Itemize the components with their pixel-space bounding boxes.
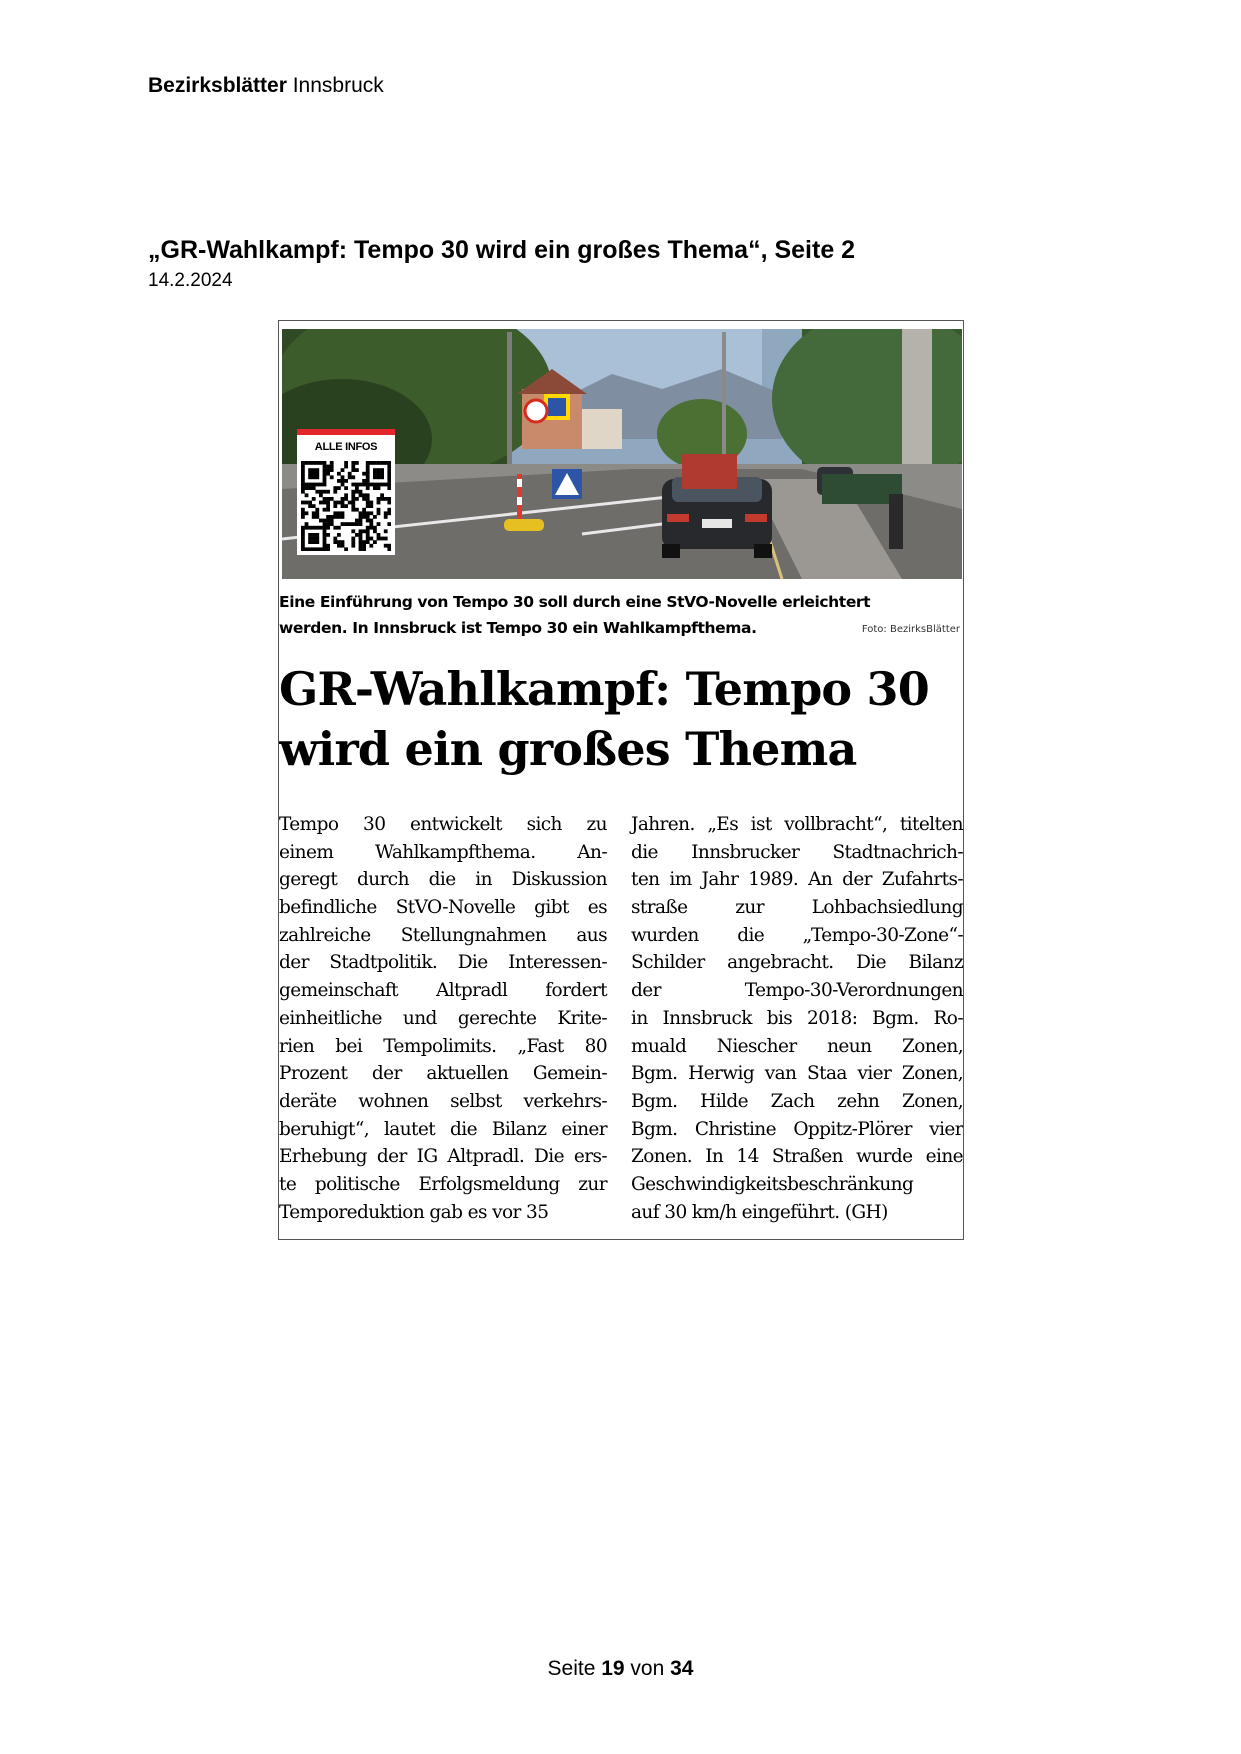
title-line: wird ein großes Thema [279,722,857,776]
article-column-right [631,811,963,1226]
photo-credit: Foto: BezirksBlätter [861,624,960,635]
footer-prefix: Seite [547,1657,602,1680]
article-line: Jahren. „Es ist vollbracht“, titelten [631,814,963,835]
article-line: geregt durch die in Diskussion [279,869,607,891]
article-line: Zonen. In 14 Straßen wurde eine [631,1146,963,1168]
article-line: straße zur Lohbachsiedlung [631,897,963,919]
article-line: Bgm. Hilde Zach zehn Zonen, [631,1090,963,1112]
title-line: GR-Wahlkampf: Tempo 30 [279,662,929,716]
article-line: deräte wohnen selbst verkehrs- [279,1090,607,1112]
footer-middle: von [624,1657,671,1680]
qr-label: ALLE INFOS [314,441,378,453]
article-line: Geschwindigkeitsbeschränkung [631,1173,914,1195]
article-line: Bgm. Herwig van Staa vier Zonen, [631,1063,963,1085]
article-line: einem Wahlkampfthema. An- [279,841,607,863]
page-footer [0,1657,1241,1681]
article-line: auf 30 km/h eingeführt. (GH) [631,1201,888,1223]
article-line: ten im Jahr 1989. An der Zufahrts- [631,869,963,891]
article-line: Temporeduktion gab es vor 35 [279,1201,549,1223]
street-photo [282,329,962,579]
article-line: te politische Erfolgsmeldung zur [279,1173,607,1195]
article-line: der Tempo-30-Verordnungen [631,980,963,1002]
article-line: Bgm. Christine Oppitz-Plörer vier [631,1118,963,1140]
article-line: wurden die „Tempo-30-Zone“- [631,924,963,946]
publisher-region: Innsbruck [286,74,384,97]
article-date: 14.2.2024 [148,270,233,291]
article-line: zahlreiche Stellungnahmen aus [279,924,607,946]
article-line: die Innsbrucker Stadtnachrich- [631,841,963,863]
article-line: muald Niescher neun Zonen, [631,1035,963,1057]
publisher-brand: Bezirksblätter [148,74,287,97]
current-page-number: 19 [601,1657,625,1680]
article-line: der Stadtpolitik. Die Interessen- [279,952,607,974]
article-line: einheitliche und gerechte Krite- [279,1007,607,1029]
article-line: Tempo 30 entwickelt sich zu [279,814,607,835]
total-page-number: 34 [670,1657,694,1680]
article-headline: „GR-Wahlkampf: Tempo 30 wird ein großes Thema“, Seite 2 [148,236,856,264]
caption-line: werden. In Innsbruck ist Tempo 30 ein Wahlkampfthema. [279,619,757,637]
clipping-title [279,659,964,779]
article-line: befindliche StVO-Novelle gibt es [279,897,607,919]
article-line: Schilder angebracht. Die Bilanz [631,952,963,974]
qr-code-badge[interactable] [297,429,395,555]
article-line: beruhigt“, lautet die Bilanz einer [279,1118,607,1140]
publisher-name [148,74,384,98]
newspaper-clipping [278,320,964,1240]
caption-line: Eine Einführung von Tempo 30 soll durch eine StVO-Novelle erleichtert [279,593,871,611]
article-line: gemeinschaft Altpradl fordert [279,980,607,1002]
photo-caption [279,589,919,641]
qr-code[interactable] [301,461,391,551]
article-line: in Innsbruck bis 2018: Bgm. Ro- [631,1007,963,1029]
article-line: rien bei Tempolimits. „Fast 80 [279,1035,607,1057]
article-line: Erhebung der IG Altpradl. Die ers- [279,1146,607,1168]
article-line: Prozent der aktuellen Gemein- [279,1063,607,1085]
article-column-left [279,811,607,1226]
